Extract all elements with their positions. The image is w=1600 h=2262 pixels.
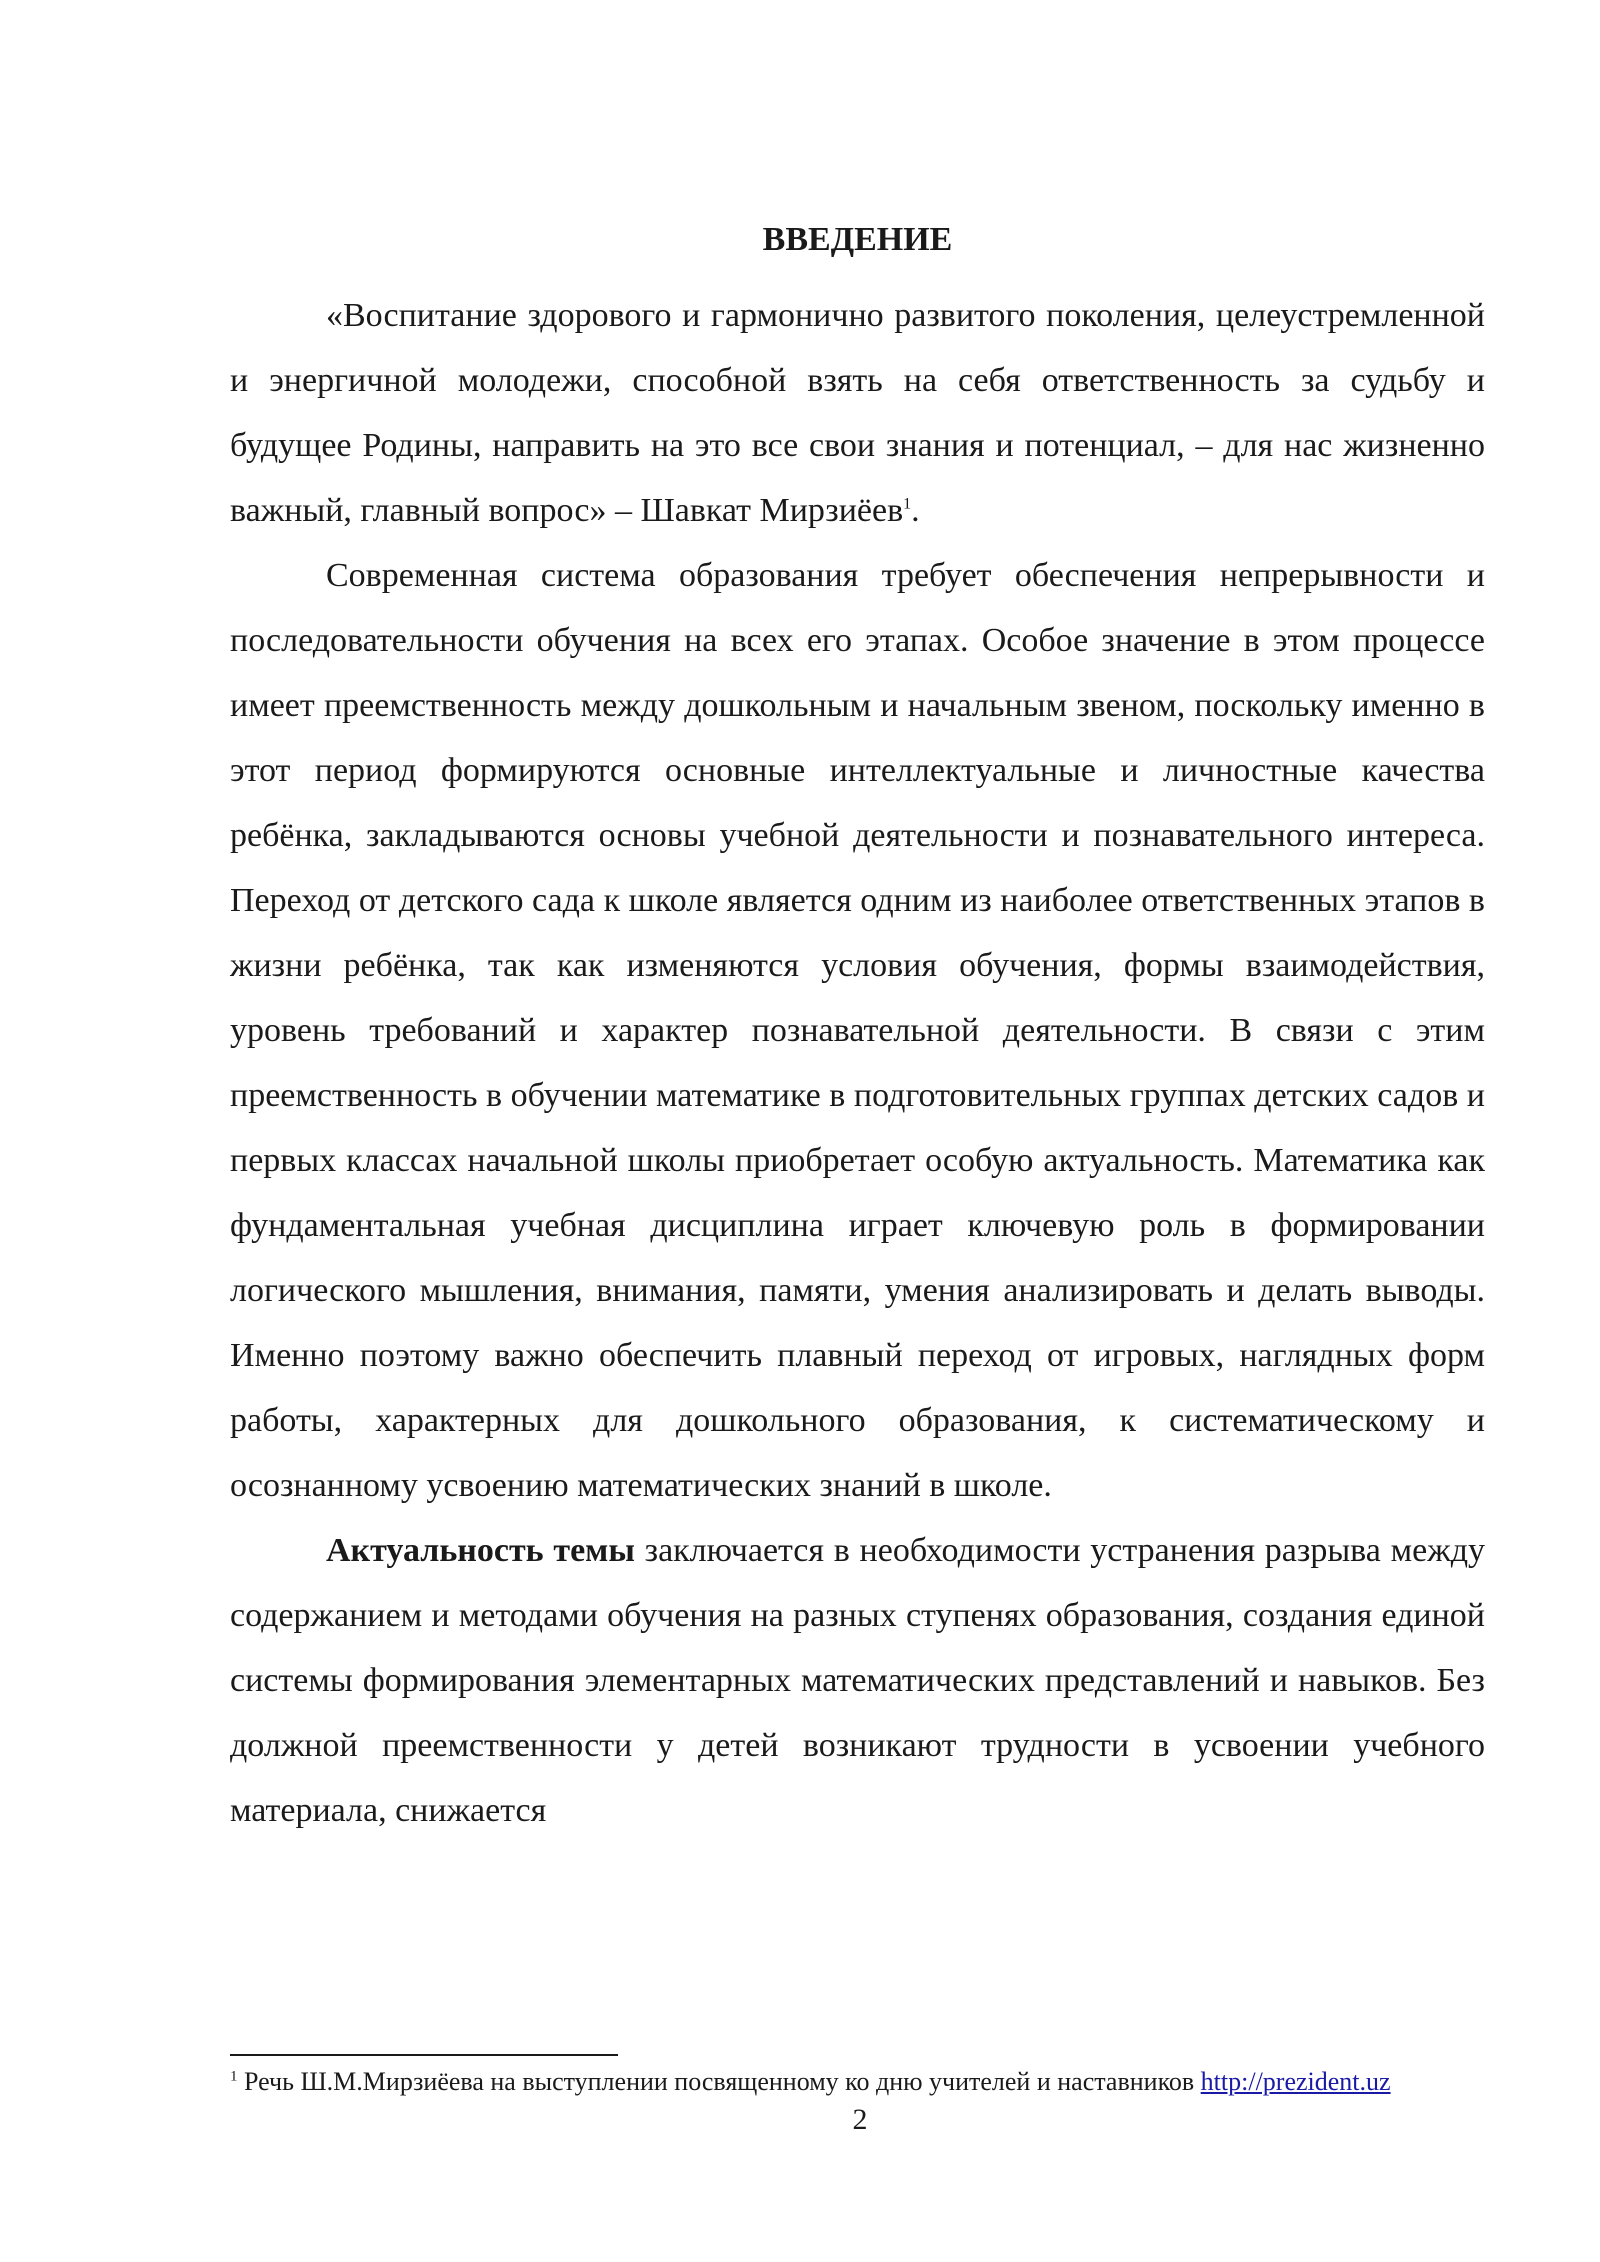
quote-tail: . [911, 492, 920, 529]
paragraph-quote [230, 283, 1485, 543]
paragraph-relevance [230, 1518, 1485, 1843]
footnote [230, 2064, 1530, 2100]
footnote-link[interactable]: http://prezident.uz [1200, 2067, 1391, 2096]
page-number: 2 [852, 2103, 868, 2136]
footnote-separator [230, 2054, 618, 2056]
page-title: ВВЕДЕНИЕ [762, 221, 953, 258]
paragraph-system: Современная система образования требует обеспечения непрерывности и последовательности обучения на всех его этапах. Особое значение в этом процессе имеет преемственность между дошкольным и начальным звеном, поскольку именно в этот период формируются основные интеллектуальные и личностные качества ребёнка, закладываются основы учебной деятельности и познавательного интереса. Переход от детского сада к школе является одним из наиболее ответственных этапов в жизни ребёнка, так как изменяются условия обучения, формы взаимодействия, уровень требований и характер познавательной деятельности. В связи с этим преемственность в обучении математике в подготовительных группах детских садов и первых классах начальной школы приобретает особую актуальность. Математика как фундаментальная учебная дисциплина играет ключевую роль в формировании логического мышления, внимания, памяти, умения анализировать и делать выводы. Именно поэтому важно обеспечить плавный переход от игровых, наглядных форм работы, характерных для дошкольного образования, к систематическому и осознанному усвоению математических знаний в школе. [230, 557, 1485, 1504]
footnote-reference[interactable]: 1 [903, 495, 912, 513]
relevance-text: заключается в необходимости устранения разрыва между содержанием и методами обучения на разных ступенях образования, создания единой системы формирования элементарных математических представлений и навыков. Без должной преемственности у детей возникают трудности в усвоении учебного материала, снижается [230, 1532, 1485, 1829]
quote-text: «Воспитание здорового и гармонично развитого поколения, целеустремленной и энергичной молодежи, способной взять на себя ответственность за судьбу и будущее Родины, направить на это все свои знания и потенциал, – для нас жизненно важный, главный вопрос» – Шавкат Мирзиёев [230, 297, 1485, 529]
footnote-text: Речь Ш.М.Мирзиёева на выступлении посвященному ко дню учителей и наставников [237, 2067, 1201, 2096]
footnote-number: 1 [230, 2068, 238, 2085]
relevance-heading: Актуальность темы [326, 1532, 635, 1569]
body-text [230, 283, 1485, 1843]
